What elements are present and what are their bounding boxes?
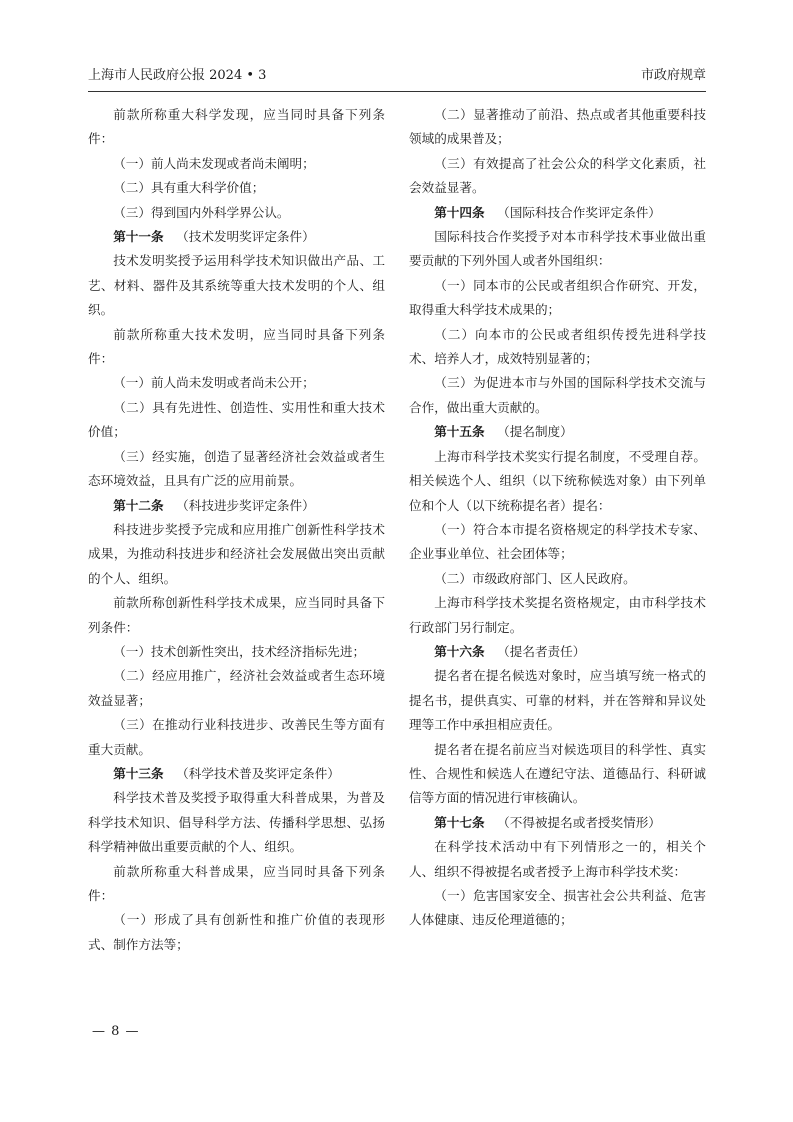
paragraph: （二）经应用推广，经济社会效益或者生态环境效益显著； bbox=[88, 668, 385, 708]
article-heading bbox=[409, 420, 706, 444]
page-header bbox=[88, 65, 706, 92]
paragraph: （一）前人尚未发明或者尚未公开； bbox=[113, 375, 315, 391]
paragraph: 在科学技术活动中有下列情形之一的，相关个人、组织不得被提名或者授予上海市科学技术奖： bbox=[409, 839, 706, 879]
paragraph: 上海市科学技术奖实行提名制度，不受理自荐。相关候选个人、组织（以下统称候选对象）由下列单位和个人（以下统称提名者）提名： bbox=[409, 448, 706, 513]
paragraph: （三）有效提高了社会公众的科学文化素质，社会效益显著。 bbox=[409, 155, 706, 196]
paragraph: 前款所称重大技术发明，应当同时具备下列条件： bbox=[88, 326, 385, 367]
paragraph: （三）得到国内外科学界公认。 bbox=[113, 204, 290, 220]
article-heading bbox=[88, 762, 385, 786]
article-title: （科技进步奖评定条件） bbox=[176, 497, 315, 513]
article-number: 第十七条 bbox=[434, 814, 485, 830]
page-number: — 8 — bbox=[92, 1024, 140, 1039]
paragraph: （一）形成了具有创新性和推广价值的表现形式、制作方法等； bbox=[88, 912, 385, 952]
paragraph: 提名者在提名候选对象时，应当填写统一格式的提名书，提供真实、可靠的材料，并在答辩和异议处理等工作中承担相应责任。 bbox=[409, 668, 706, 733]
paragraph: 提名者在提名前应当对候选项目的科学性、真实性、合规性和候选人在遵纪守法、道德品行、科研诚信等方面的情况进行审核确认。 bbox=[409, 741, 706, 806]
article-heading bbox=[409, 640, 706, 664]
paragraph: 前款所称重大科学发现，应当同时具备下列条件： bbox=[88, 107, 385, 147]
paragraph: 国际科技合作奖授予对本市科学技术事业做出重要贡献的下列外国人或者外国组织： bbox=[409, 229, 706, 269]
paragraph: （三）为促进本市与外国的国际科学技术交流与合作，做出重大贡献的。 bbox=[409, 375, 706, 415]
paragraph: 前款所称重大科普成果，应当同时具备下列条件： bbox=[88, 863, 385, 903]
article-title: （科学技术普及奖评定条件） bbox=[176, 765, 340, 781]
article-title: （提名制度） bbox=[497, 424, 573, 440]
article-title: （不得被提名或者授奖情形） bbox=[497, 814, 661, 830]
paragraph: （一）符合本市提名资格规定的科学技术专家、企业事业单位、社会团体等； bbox=[409, 521, 706, 562]
article-title: （国际科技合作奖评定条件） bbox=[497, 204, 661, 220]
article-number: 第十五条 bbox=[434, 424, 485, 440]
article-title: （技术发明奖评定条件） bbox=[176, 229, 315, 245]
paragraph: （一）危害国家安全、损害社会公共利益、危害人体健康、违反伦理道德的； bbox=[409, 888, 706, 928]
paragraph: （一）技术创新性突出，技术经济指标先进； bbox=[113, 643, 366, 659]
article-title: （提名者责任） bbox=[497, 643, 586, 659]
paragraph: 科技进步奖授予完成和应用推广创新性科学技术成果，为推动科技进步和经济社会发展做出突出贡献的个人、组织。 bbox=[88, 521, 385, 586]
article-number: 第十二条 bbox=[113, 497, 164, 513]
paragraph: （三）经实施，创造了显著经济社会效益或者生态环境效益，且具有广泛的应用前景。 bbox=[88, 448, 385, 489]
paragraph: （三）在推动行业科技进步、改善民生等方面有重大贡献。 bbox=[88, 717, 385, 757]
article-heading bbox=[88, 225, 385, 249]
paragraph: （一）同本市的公民或者组织合作研究、开发，取得重大科学技术成果的； bbox=[409, 277, 706, 318]
article-number: 第十三条 bbox=[113, 765, 164, 781]
paragraph: 前款所称创新性科学技术成果，应当同时具备下列条件： bbox=[88, 595, 385, 635]
article-heading bbox=[409, 201, 706, 225]
gazette-title: 上海市人民政府公报 2024 • 3 bbox=[88, 68, 267, 83]
paragraph: （二）显著推动了前沿、热点或者其他重要科技领域的成果普及； bbox=[409, 107, 706, 147]
left-column bbox=[88, 103, 385, 957]
article-heading bbox=[409, 811, 706, 835]
paragraph: 技术发明奖授予运用科学技术知识做出产品、工艺、材料、器件及其系统等重大技术发明的个人、组织。 bbox=[88, 253, 385, 318]
paragraph: （二）向本市的公民或者组织传授先进科学技术、培养人才，成效特别显著的； bbox=[409, 326, 706, 367]
paragraph: （二）具有重大科学价值； bbox=[113, 180, 265, 196]
right-column bbox=[409, 103, 706, 933]
paragraph: （二）市级政府部门、区人民政府。 bbox=[434, 570, 636, 586]
paragraph: （二）具有先进性、创造性、实用性和重大技术价值； bbox=[88, 399, 385, 440]
paragraph: （一）前人尚未发现或者尚未阐明； bbox=[113, 155, 315, 171]
article-number: 第十一条 bbox=[113, 229, 164, 245]
section-title: 市政府规章 bbox=[640, 68, 706, 83]
paragraph: 上海市科学技术奖提名资格规定，由市科学技术行政部门另行制定。 bbox=[409, 595, 706, 635]
article-number: 第十四条 bbox=[434, 204, 485, 220]
article-number: 第十六条 bbox=[434, 643, 485, 659]
article-heading bbox=[88, 494, 385, 518]
paragraph: 科学技术普及奖授予取得重大科普成果，为普及科学技术知识、倡导科学方法、传播科学思想、弘扬科学精神做出重要贡献的个人、组织。 bbox=[88, 790, 385, 855]
